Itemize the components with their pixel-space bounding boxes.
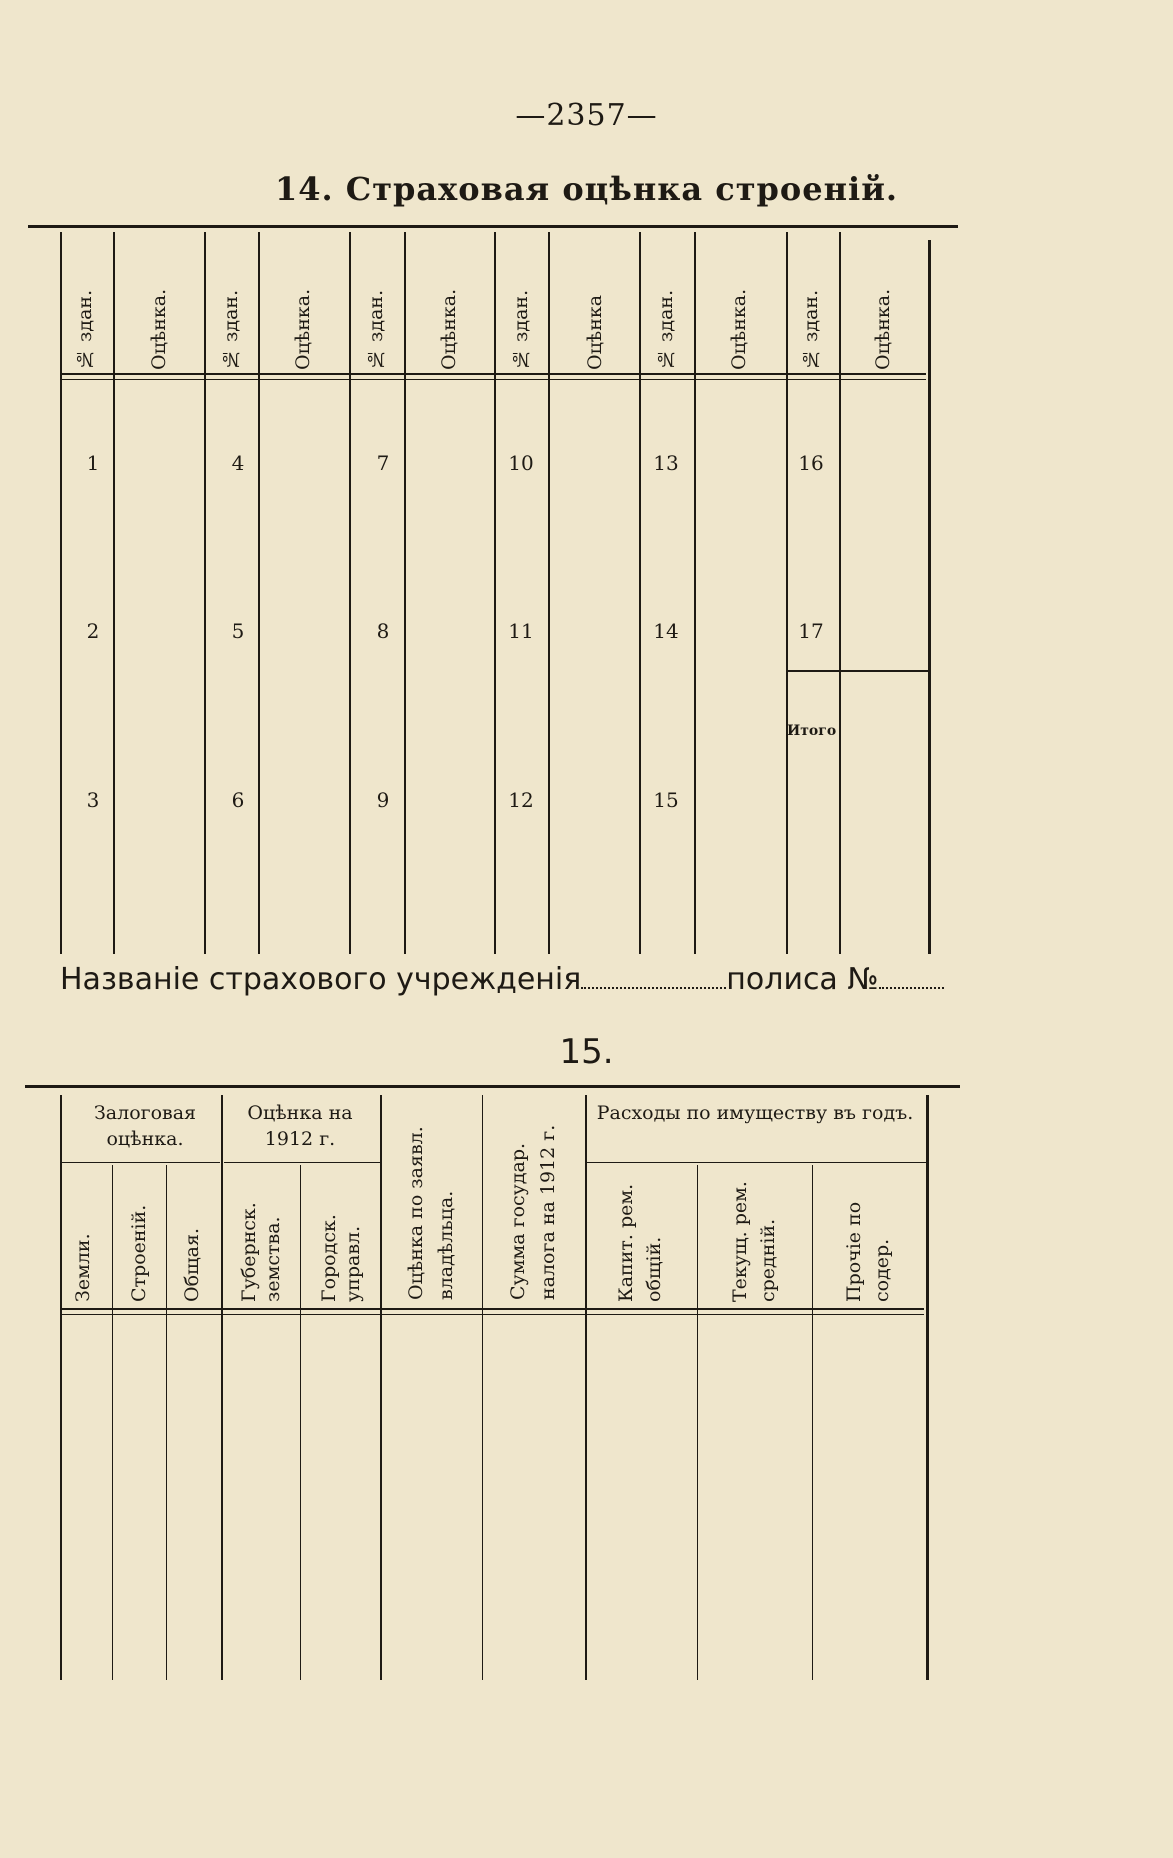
column-header: Оцѣнка bbox=[584, 294, 606, 370]
building-number: 6 bbox=[231, 788, 245, 812]
column-header: № здан. bbox=[510, 289, 532, 370]
building-number: 9 bbox=[376, 788, 390, 812]
column-divider bbox=[60, 232, 62, 954]
insurer-line bbox=[60, 962, 944, 997]
building-number: 7 bbox=[376, 451, 390, 475]
column-header: Текущ. рем. средній. bbox=[729, 1181, 779, 1302]
column-header: Прочіе по содер. bbox=[843, 1201, 893, 1302]
building-number: 1 bbox=[86, 451, 100, 475]
building-number: 13 bbox=[653, 451, 679, 475]
column-divider bbox=[694, 232, 696, 954]
pledge-header: Залоговая оцѣнка. bbox=[93, 1102, 197, 1150]
column-header: № здан. bbox=[655, 289, 677, 370]
section-14-title: 14. Страховая оцѣнка строеній. bbox=[274, 170, 899, 208]
group-divider bbox=[62, 1162, 220, 1163]
column-divider bbox=[258, 232, 260, 954]
insurer-blank bbox=[581, 965, 726, 989]
column-header: Губернск. земства. bbox=[238, 1202, 284, 1302]
table-top-rule bbox=[25, 1085, 960, 1088]
column-divider bbox=[812, 1165, 813, 1680]
group-divider bbox=[224, 1162, 380, 1163]
column-divider bbox=[113, 232, 115, 954]
column-divider bbox=[112, 1165, 113, 1680]
column-header: Общая. bbox=[181, 1227, 203, 1302]
total-label: Итого bbox=[787, 723, 837, 739]
building-number: 16 bbox=[798, 451, 824, 475]
building-number: 2 bbox=[86, 619, 100, 643]
column-divider bbox=[221, 1095, 223, 1680]
column-divider bbox=[349, 232, 351, 954]
building-number: 14 bbox=[653, 619, 679, 643]
building-number: 4 bbox=[231, 451, 245, 475]
column-header: Оцѣнка. bbox=[872, 288, 894, 370]
total-divider bbox=[788, 670, 928, 672]
column-divider bbox=[585, 1095, 587, 1680]
column-header: Оцѣнка. bbox=[292, 288, 314, 370]
policy-blank bbox=[879, 965, 944, 989]
column-divider bbox=[639, 232, 641, 954]
column-header: Оцѣнка по заявл. владѣльца. bbox=[405, 1126, 457, 1300]
column-divider bbox=[697, 1165, 698, 1680]
building-number: 15 bbox=[653, 788, 679, 812]
estimate-1912-header: Оцѣнка на 1912 г. bbox=[247, 1102, 353, 1150]
column-divider bbox=[928, 240, 931, 954]
header-divider-2 bbox=[62, 1314, 924, 1315]
column-divider bbox=[60, 1095, 62, 1680]
expenses-header: Расходы по имуществу въ годъ. bbox=[596, 1102, 914, 1124]
column-header: Капит. рем. общій. bbox=[615, 1183, 665, 1302]
column-divider bbox=[380, 1095, 382, 1680]
column-header: Строеній. bbox=[128, 1204, 150, 1302]
page-number: —2357— bbox=[515, 98, 658, 133]
column-header: № здан. bbox=[365, 289, 387, 370]
column-divider bbox=[786, 232, 788, 954]
column-header: Земли. bbox=[72, 1233, 94, 1302]
table-top-rule bbox=[28, 225, 958, 228]
column-header: Сумма государ. налога на 1912 г. bbox=[507, 1124, 559, 1300]
building-number: 3 bbox=[86, 788, 100, 812]
column-header: Оцѣнка. bbox=[148, 288, 170, 370]
column-header: № здан. bbox=[74, 289, 96, 370]
policy-label: полиса № bbox=[726, 962, 879, 997]
building-number: 12 bbox=[508, 788, 534, 812]
column-divider bbox=[404, 232, 406, 954]
column-divider bbox=[204, 232, 206, 954]
building-number: 11 bbox=[508, 619, 534, 643]
insurer-label: Названіе страхового учрежденія bbox=[60, 962, 582, 997]
building-number: 10 bbox=[508, 451, 534, 475]
column-divider bbox=[839, 232, 841, 954]
column-divider bbox=[548, 232, 550, 954]
column-divider bbox=[300, 1165, 301, 1680]
column-header: Оцѣнка. bbox=[728, 288, 750, 370]
building-number: 5 bbox=[231, 619, 245, 643]
building-number: 8 bbox=[376, 619, 390, 643]
column-divider bbox=[166, 1165, 167, 1680]
column-header: Городск. управл. bbox=[318, 1214, 364, 1302]
column-header: № здан. bbox=[800, 289, 822, 370]
column-header: Оцѣнка. bbox=[438, 288, 460, 370]
column-divider bbox=[926, 1095, 929, 1680]
column-header: № здан. bbox=[220, 289, 242, 370]
group-divider bbox=[586, 1162, 928, 1163]
column-divider bbox=[482, 1095, 483, 1680]
header-divider bbox=[62, 1308, 924, 1310]
section-15-title: 15. bbox=[559, 1032, 614, 1072]
column-divider bbox=[494, 232, 496, 954]
building-number: 17 bbox=[798, 619, 824, 643]
